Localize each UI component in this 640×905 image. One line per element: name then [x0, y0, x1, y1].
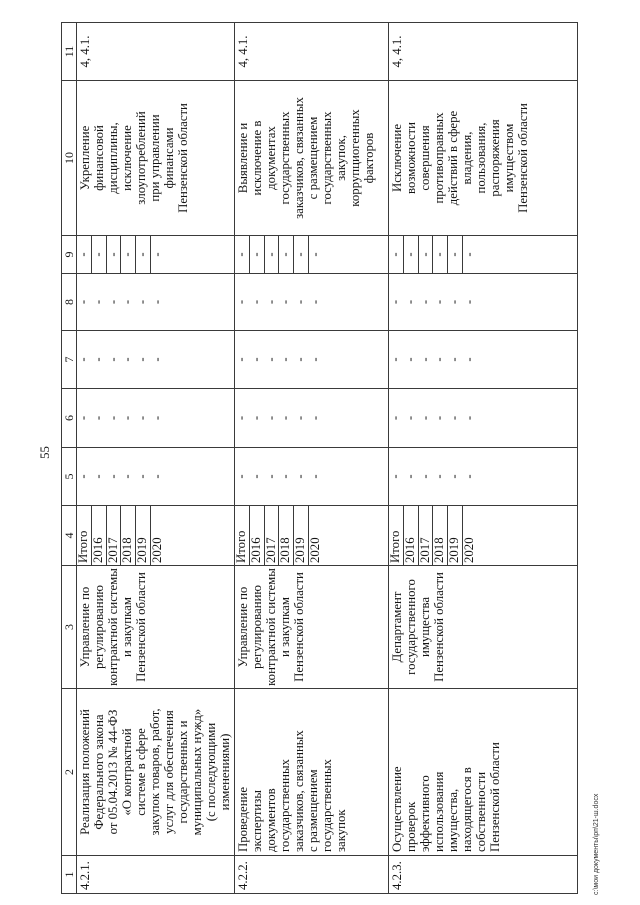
funding-value: -: [278, 357, 293, 362]
funding-value: -: [265, 235, 280, 273]
funding-value: -: [432, 299, 447, 305]
funding-value: -: [447, 415, 462, 421]
funding-value: -: [402, 474, 417, 479]
funding-value: -: [402, 415, 417, 421]
period-label: 2020: [151, 505, 235, 565]
column-number-header: 7: [62, 330, 77, 388]
funding-column-cell: [389, 447, 578, 505]
funding-value: -: [234, 357, 248, 362]
column-number-header: 8: [62, 273, 77, 330]
funding-value: -: [105, 474, 120, 479]
period-label: 2019: [136, 505, 151, 565]
funding-value: -: [135, 357, 150, 362]
funding-value: -: [90, 474, 105, 479]
funding-value: -: [120, 299, 135, 305]
funding-value: -: [307, 299, 322, 305]
funding-value: -: [263, 415, 278, 421]
funding-column-cell: [235, 273, 389, 330]
funding-value: -: [432, 357, 447, 362]
funding-value: -: [463, 235, 578, 273]
funding-value: -: [432, 415, 447, 421]
funding-column-cell: [389, 388, 578, 447]
funding-column-cell: [77, 388, 235, 447]
funding-value: -: [135, 415, 150, 421]
funding-value: -: [120, 474, 135, 479]
expected-result: Выявление и исключение в документах государственных заказчиков, связанных с размещением государственных закупок, коррупциогенных факторов: [235, 80, 389, 235]
table-row: [389, 22, 578, 893]
column-number-header: 10: [62, 80, 77, 235]
funding-value: -: [293, 299, 308, 305]
funding-value: -: [90, 415, 105, 421]
period-label: 2018: [433, 505, 448, 565]
funding-value: -: [120, 357, 135, 362]
funding-value: -: [76, 415, 90, 421]
funding-value: -: [419, 235, 434, 273]
period-label: 2016: [92, 505, 107, 565]
funding-value: -: [388, 415, 402, 421]
funding-column-cell: [389, 273, 578, 330]
period-label: 2018: [121, 505, 136, 565]
funding-value: -: [307, 357, 322, 362]
funding-value: -: [149, 474, 164, 479]
period-label: 2019: [294, 505, 309, 565]
funding-value: -: [461, 415, 476, 421]
funding-value: -: [278, 415, 293, 421]
funding-value: -: [402, 357, 417, 362]
row-number: 4.2.3.: [389, 855, 578, 893]
column-number-header: 9: [62, 235, 77, 273]
funding-value: -: [105, 357, 120, 362]
funding-value: -: [136, 235, 151, 273]
funding-column-cell: [389, 330, 578, 388]
funding-value: -: [92, 235, 107, 273]
funding-value: -: [309, 235, 389, 273]
funding-value: -: [250, 235, 265, 273]
funding-value: -: [151, 235, 235, 273]
funding-value: -: [417, 415, 432, 421]
activity-text: Осуществление проверок эффективного использования имущества, находящегося в собственности Пензенской области: [389, 688, 578, 855]
column-number-header: 2: [62, 688, 77, 855]
funding-value: -: [388, 357, 402, 362]
period-label: Итого: [235, 505, 250, 565]
page-number: 55: [38, 446, 52, 459]
funding-value: -: [107, 235, 122, 273]
period-label: 2019: [448, 505, 463, 565]
funding-value: -: [461, 299, 476, 305]
expected-result: Укрепление финансовой дисциплины, исключение злоупотреблений при управлении финансами Пензенской области: [77, 80, 235, 235]
funding-value: -: [447, 474, 462, 479]
target-indicators: 4, 4.1.: [77, 22, 235, 80]
responsible-executor: Управление по регулированию контрактной системы и закупкам Пензенской области: [235, 565, 389, 688]
funding-value: -: [235, 235, 250, 273]
funding-value: -: [388, 474, 402, 479]
table-header-row: [62, 22, 77, 893]
funding-value: -: [404, 235, 419, 273]
target-indicators: 4, 4.1.: [235, 22, 389, 80]
funding-value: -: [121, 235, 136, 273]
funding-value: -: [248, 357, 263, 362]
funding-value: -: [461, 474, 476, 479]
target-indicators: 4, 4.1.: [389, 22, 578, 80]
activity-text: Проведение экспертизы документов государственных заказчиков, связанных с размещением государственных закупок: [235, 688, 389, 855]
funding-value: -: [76, 357, 90, 362]
funding-value: -: [461, 357, 476, 362]
funding-value: -: [234, 474, 248, 479]
funding-value: -: [389, 235, 404, 273]
funding-value: -: [90, 299, 105, 305]
funding-value: -: [263, 357, 278, 362]
funding-value: -: [307, 474, 322, 479]
funding-value: -: [149, 299, 164, 305]
expected-result: Исключение возможности совершения противоправных действий в сфере владения, пользования, распоряжения имуществом Пензенской области: [389, 80, 578, 235]
funding-value: -: [120, 415, 135, 421]
funding-value: -: [433, 235, 448, 273]
funding-value: -: [90, 357, 105, 362]
funding-value: -: [77, 235, 92, 273]
funding-value: -: [448, 235, 463, 273]
funding-value: -: [278, 474, 293, 479]
column-number-header: 11: [62, 22, 77, 80]
funding-value: -: [248, 474, 263, 479]
funding-value: -: [279, 235, 294, 273]
funding-value: -: [417, 299, 432, 305]
period-label: 2020: [309, 505, 389, 565]
funding-value: -: [294, 235, 309, 273]
funding-value: -: [402, 299, 417, 305]
period-label: 2017: [107, 505, 122, 565]
funding-value: -: [234, 299, 248, 305]
period-label: Итого: [389, 505, 404, 565]
column-number-header: 3: [62, 565, 77, 688]
funding-column-cell: [235, 447, 389, 505]
funding-value: -: [293, 415, 308, 421]
period-label: 2016: [250, 505, 265, 565]
funding-value: -: [307, 415, 322, 421]
funding-value: -: [388, 299, 402, 305]
funding-value: -: [432, 474, 447, 479]
responsible-executor: Управление по регулированию контрактной системы и закупкам Пензенской области: [77, 565, 235, 688]
funding-value: -: [447, 299, 462, 305]
document-file-path: c:\мои документы\рп\21-ш.docx: [593, 793, 600, 895]
responsible-executor: Департамент государственного имущества Пензенской области: [389, 565, 578, 688]
funding-value: -: [149, 357, 164, 362]
column-number-header: 1: [62, 855, 77, 893]
column-number-header: 4: [62, 505, 77, 565]
activity-text: Реализация положений Федерального закона от 05.04.2013 № 44-ФЗ «О контрактной системе в сфере закупок товаров, работ, услуг для обеспечения государственных и муниципальных нужд» (с последующими изменениями): [77, 688, 235, 855]
funding-value: -: [135, 474, 150, 479]
period-label: 2017: [265, 505, 280, 565]
funding-value: -: [417, 357, 432, 362]
funding-value: -: [263, 299, 278, 305]
funding-column-cell: [235, 330, 389, 388]
table-row: [235, 22, 389, 893]
funding-value: -: [248, 415, 263, 421]
funding-value: -: [263, 474, 278, 479]
funding-value: -: [234, 415, 248, 421]
funding-value: -: [278, 299, 293, 305]
funding-value: -: [149, 415, 164, 421]
funding-value: -: [135, 299, 150, 305]
table-row: [77, 22, 235, 893]
funding-column-cell: [77, 273, 235, 330]
funding-value: -: [105, 415, 120, 421]
funding-column-cell: [77, 330, 235, 388]
funding-value: -: [417, 474, 432, 479]
period-label: 2016: [404, 505, 419, 565]
row-number: 4.2.2.: [235, 855, 389, 893]
funding-value: -: [105, 299, 120, 305]
column-number-header: 5: [62, 447, 77, 505]
period-label: 2017: [419, 505, 434, 565]
period-label: 2020: [463, 505, 578, 565]
period-label: 2018: [279, 505, 294, 565]
column-number-header: 6: [62, 388, 77, 447]
funding-value: -: [248, 299, 263, 305]
funding-value: -: [76, 299, 90, 305]
funding-value: -: [293, 474, 308, 479]
period-label: Итого: [77, 505, 92, 565]
funding-column-cell: [77, 447, 235, 505]
row-number: 4.2.1.: [77, 855, 235, 893]
funding-value: -: [447, 357, 462, 362]
funding-value: -: [293, 357, 308, 362]
funding-value: -: [76, 474, 90, 479]
funding-column-cell: [235, 388, 389, 447]
